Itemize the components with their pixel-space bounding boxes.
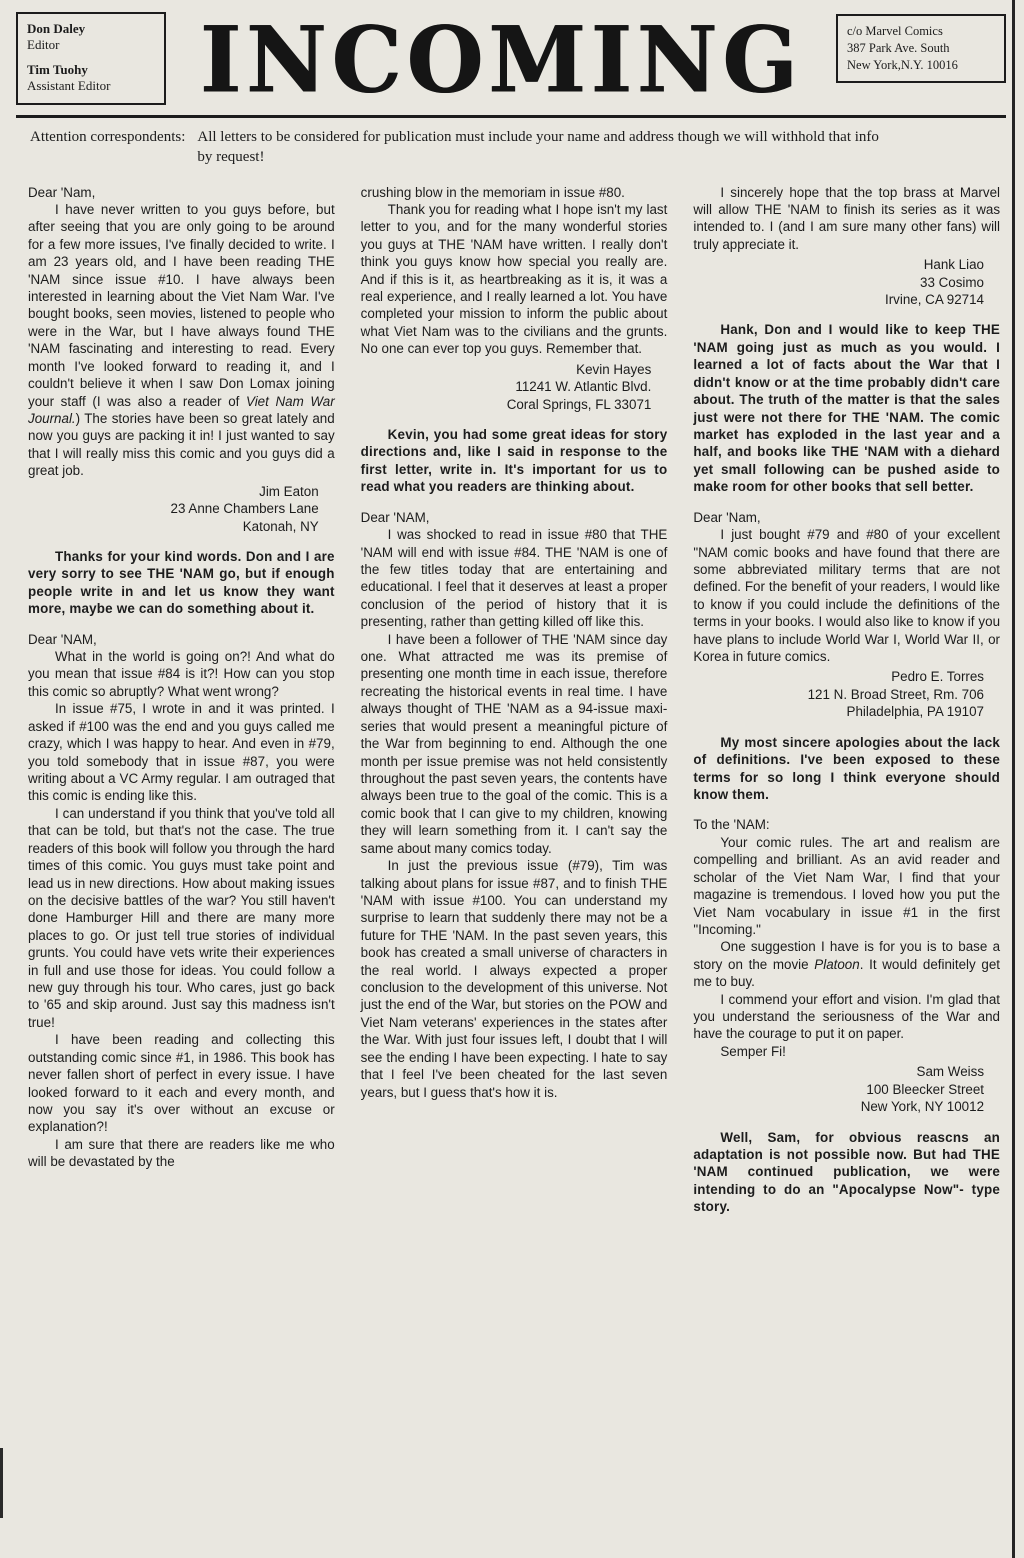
letter-paragraph: Semper Fi! <box>720 1043 786 1059</box>
signature-line: Jim Eaton <box>259 483 319 499</box>
assistant-editor-name: Tim Tuohy <box>27 61 88 77</box>
letters-columns <box>16 176 1006 1229</box>
letter-paragraph: I sincerely hope that the top brass at Marvel will allow THE 'NAM to finish its series as it was intended to. I (and I am sure many other fans) will truly appreciate it. <box>693 184 1001 252</box>
scan-corner-mark <box>0 1448 3 1518</box>
letter-paragraph: I have been a follower of THE 'NAM since day one. What attracted me was its premise of presenting one month time in each issue, therefore recreating the historical events in real time. I have always thought of THE 'NAM as a 94-issue maxi-series that would present a meaningful picture of the War from beginning to end. Although the one month per issue premise was not held consistently throughout the past seven years, the contents have always been true to the goal of the comic. This is a comic book that I can give to my children, knowing they will learn something from it. I can't say the same about many comics today. <box>360 631 668 856</box>
signature-line: Katonah, NY <box>242 518 319 534</box>
letter-paragraph: In just the previous issue (#79), Tim was talking about plans for issue #87, and to finish THE 'NAM with issue #100. You can understand my surprise to learn that suddenly there may not be a future for THE 'NAM. In the past seven years, this book has created a small universe of characters in the real world. I always expected a proper conclusion to the development of this universe. Not just the end of the War, but stories on the POW and Viet Nam veterans' experiences in the states after the War. With just four issues left, I doubt that I will see the ending I have been expecting. I hate to say that I feel I've been cheated for the last seven years, but I guess that's how it is. <box>360 858 668 1100</box>
page-header <box>16 5 1006 113</box>
letter-paragraph: I can understand if you think that you've told all that can be told, but that's not the case. The true readers of this book will follow you through the hard times of this comic. You guys must take point and lead us in new directions. How about making issues on the decisive battles of the war? You still haven't done Hamburger Hill and there are many more places to go. Or just tell true stories of individual grunts. You could have vets write their experiences in full and use those for ideas. You could follow a new guy through his tour. Who cares, just go back to '65 and skip around. Just say this madness isn't true! <box>28 805 335 1030</box>
signature-line: Pedro E. Torres <box>891 669 985 685</box>
letter-paragraph: What in the world is going on?! And what do you mean that issue #84 is it?! How can you stop this comic so abruptly? What went wrong? <box>28 649 335 699</box>
address-box <box>836 14 1006 83</box>
letter-paragraph: Dear 'Nam, <box>693 509 761 525</box>
editor-response: Thanks for your kind words. Don and I are very sorry to see THE 'NAM go, but if enough people write in and let us know they want more, maybe we can do something about it. <box>28 548 335 617</box>
letter-paragraph: I have never written to you guys before, but after seeing that you are only going to be around for a few more issues, I've finally decided to write. I am 23 years old, and I have been reading THE 'NAM since issue #10. I have always been interested in learning about the Viet Nam War. I've bought books, seen movies, listened to people who were in the War, but I have always found THE 'NAM fascinating and interesting to read. Every month I've looked forward to reading it, and I couldn't believe it when I saw Don Lomax joining your staff (I was also a reader of Viet Nam War Journal.) The stories have been so great lately and now you guys are packing it in! I just wanted to say that I will really miss this comic and you guys did a great job. <box>28 201 335 479</box>
signature-line: Philadelphia, PA 19107 <box>846 704 985 720</box>
address-line: 387 Park Ave. South <box>847 40 950 55</box>
letters-column <box>693 184 1000 1229</box>
letter-paragraph: To the 'NAM: <box>693 817 770 833</box>
letter-paragraph: I was shocked to read in issue #80 that THE 'NAM will end with issue #84. THE 'NAM is one of the few titles today that are entertaining and educational. I feel that it deserves at least a proper conclusion of the period of history that it is presenting, rather than getting killed off like this. <box>360 527 668 630</box>
letter-signature <box>28 483 335 535</box>
attention-note <box>16 122 1006 176</box>
editor-role: Editor <box>27 37 60 53</box>
signature-line: 121 N. Broad Street, Rm. 706 <box>807 686 985 702</box>
signature-line: Irvine, CA 92714 <box>885 292 985 308</box>
letter-signature <box>361 361 668 413</box>
letter-paragraph: I have been reading and collecting this outstanding comic since #1, in 1986. This book has never fallen short of perfect in every issue. I have looked forward to it each and every month, and now you say it's over without an excuse or explanation?! <box>28 1032 335 1135</box>
page-edge-line <box>1012 0 1015 1558</box>
letter-paragraph: I commend your effort and vision. I'm glad that you understand the seriousness of the War and have the courage to put it on paper. <box>693 991 1001 1042</box>
letter-signature <box>693 668 1000 720</box>
attention-text: All letters to be considered for publication must include your name and address though we will withhold that info by request! <box>197 129 879 166</box>
header-divider <box>16 115 1006 118</box>
signature-line: 11241 W. Atlantic Blvd. <box>515 379 652 395</box>
signature-line: Hank Liao <box>923 257 985 273</box>
signature-line: 33 Cosimo <box>920 274 985 290</box>
letter-paragraph: I just bought #79 and #80 of your excellent "NAM comic books and have found that there are some abbreviated military terms that are not defined. For the benefit of your readers, I would like to know if you could include the definitions of the terms in your books. I would also like to know if you have plans to include World War I, World War II, or Korea in future comics. <box>693 527 1001 665</box>
letter-signature <box>693 256 1000 308</box>
editor-response: Well, Sam, for obvious reascns an adaptation is not possible now. But had THE 'NAM continued publication, we were intending to do an "Apocalypse Now"- type story. <box>693 1129 1001 1215</box>
signature-line: New York, NY 10012 <box>860 1099 985 1115</box>
address-line: c/o Marvel Comics <box>847 24 943 38</box>
letter-paragraph: In issue #75, I wrote in and it was printed. I asked if #100 was the end and you guys called me crazy, which I was happy to hear. And even in #79, you told somebody that in issue #87, you were writing about a VC Army regular. I am outraged that this comic is ending like this. <box>28 701 335 804</box>
letters-column <box>28 184 335 1229</box>
letter-paragraph: Dear 'NAM, <box>28 631 97 647</box>
editor-response: Hank, Don and I would like to keep THE 'NAM going just as much as you would. I learned a lot of facts about the War that I didn't know or at the time probably didn't care about. The truth of the matter is that the sales just were not there for THE 'NAM. The comic market has exploded in the last year and a half, and books like THE 'NAM with a diehard yet small following can be pushed aside to make room for other books that sell better. <box>693 322 1001 495</box>
editor-name: Don Daley <box>27 21 86 36</box>
letter-paragraph: Your comic rules. The art and realism are compelling and brilliant. As an avid reader and scholar of the Viet Nam War, I find that your magazine is tremendous. I loved how you put the Viet Nam vocabulary in issue #1 in the first "Incoming." <box>693 834 1001 937</box>
letter-paragraph: Dear 'NAM, <box>360 509 430 525</box>
letter-paragraph: I am sure that there are readers like me who will be devastated by the <box>28 1136 335 1170</box>
signature-line: Coral Springs, FL 33071 <box>506 396 652 412</box>
letter-paragraph: Thank you for reading what I hope isn't my last letter to you, and for the many wonderful stories you guys at THE 'NAM have written. I really don't think you guys know how special you really are. And if this is it, as heartbreaking as it is, it was a real experience, and I really learned a lot. You have completed your mission to inform the public about what Viet Nam was to the civilians and the grunts. No one can ever top you guys. Remember that. <box>360 201 668 357</box>
editor-response: Kevin, you had some great ideas for story directions and, like I said in response to the first letter, write in. It's important for us to read what you readers are thinking about. <box>360 426 668 495</box>
assistant-editor-role: Assistant Editor <box>27 77 111 93</box>
address-line: New York,N.Y. 10016 <box>847 57 958 72</box>
letter-paragraph: Dear 'Nam, <box>28 184 96 200</box>
letters-column <box>361 184 668 1229</box>
attention-label: Attention correspondents: <box>30 129 186 145</box>
signature-line: 100 Bleecker Street <box>866 1081 985 1097</box>
editor-response: My most sincere apologies about the lack of definitions. I've been exposed to these terms for so long I think everyone should know them. <box>693 734 1001 802</box>
signature-line: Kevin Hayes <box>576 361 652 377</box>
signature-line: 23 Anne Chambers Lane <box>170 501 319 517</box>
signature-line: Sam Weiss <box>916 1064 985 1080</box>
letter-signature <box>693 1063 1000 1115</box>
letter-paragraph: crushing blow in the memoriam in issue #80. <box>360 184 625 200</box>
editors-box <box>16 12 166 105</box>
masthead-title: INCOMING <box>199 5 803 113</box>
letter-paragraph: One suggestion I have is for you is to base a story on the movie Platoon. It would definitely get me to buy. <box>693 939 1001 990</box>
